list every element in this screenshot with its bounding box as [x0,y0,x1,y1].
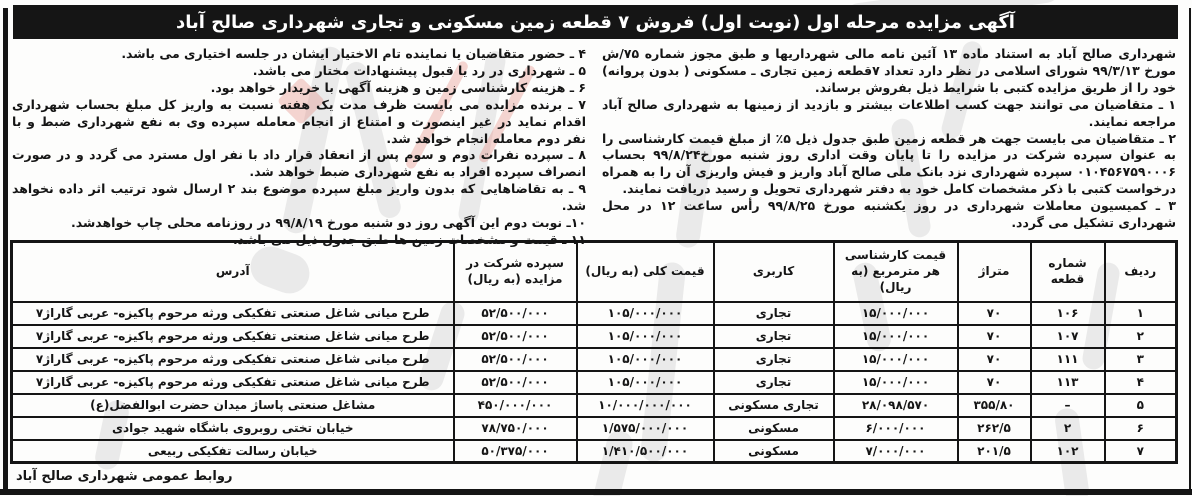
cell-appraised-price: ۶/۰۰۰/۰۰۰ [834,417,958,440]
term-item-2: ۲ ـ متقاضیان می بایست جهت هر قطعه زمین طبق جدول ذیل ۵٪ از مبلغ قیمت کارشناسی را به عنوان سپرده شرکت در مزایده را تا پایان وقت اداری روز شنبه مورخ۹۹/۸/۲۴ بحساب ۰۱۰۴۵۶۷۵۹۰۰۰۶ سپرده شهرداری نزد بانک ملی صالح آباد واریز و فیش واریزی آن را به همراه درخواست کتبی با ذکر مشخصات کامل خود به دفتر شهرداری تحویل و رسید دریافت نمایند. [602,130,1177,197]
notice-intro: شهرداری صالح آباد به استناد ماده ۱۳ آئین نامه مالی شهرداریها و طبق مجوز شماره ۷۵/ش مورخ ۹۹/۳/۱۳ شورای اسلامی در نظر دارد تعداد ۷قطعه زمین تجاری ـ مسکونی ( بدون پروانه) خود را از طریق مزایده کتبی با شرایط ذیل بفروش برساند. [602,46,1176,95]
cell-deposit: ۵۲/۵۰۰/۰۰۰ [454,348,577,371]
cell-plot-number: – [1031,394,1105,417]
cell-deposit: ۷۸/۷۵۰/۰۰۰ [454,417,577,440]
cell-appraised-price: ۱۵/۰۰۰/۰۰۰ [834,371,958,394]
cell-appraised-price: ۷/۰۰۰/۰۰۰ [834,440,958,463]
cell-address: طرح میانی شاغل صنعتی تفکیکی ورثه مرحوم پاکیزه- عربی گاراژ۷ [12,325,454,348]
cell-address: خیابان رسالت تفکیکی ربیعی [12,440,454,463]
cell-address: مشاغل صنعتی پاساژ میدان حضرت ابوالفضل(ع) [12,394,454,417]
col-header-area: متراژ [958,242,1031,302]
cell-row-number: ۷ [1105,440,1177,463]
ad-title-bar [13,5,1178,39]
cell-appraised-price: ۱۵/۰۰۰/۰۰۰ [834,302,958,325]
cell-usage: مسکونی [714,417,834,440]
cell-usage: تجاری [714,325,834,348]
cell-deposit: ۵۲/۵۰۰/۰۰۰ [454,302,577,325]
public-relations-signature: روابط عمومی شهرداری صالح آباد [16,469,233,484]
cell-plot-number: ۱۱۱ [1031,348,1105,371]
cell-usage: تجاری مسکونی [714,394,834,417]
terms-list-right [602,97,1176,232]
term-item-7: ۷ ـ برنده مزایده می بایست ظرف مدت یک هفته نسبت به واریز کل مبلغ بحساب شهرداری اقدام نماید در غیر اینصورت و امتناع از انجام معامله سپرده وی به نفع شهرداری ضبط و با نفر دوم معامله انجام خواهد شد. [12,96,586,146]
col-header-row-number: ردیف [1105,242,1177,302]
table-row [12,302,1177,325]
cell-usage: تجاری [714,348,834,371]
term-item-3: ۳ ـ کمیسیون معاملات شهرداری در روز یکشنبه مورخ ۹۹/۸/۲۵ رأس ساعت ۱۲ در محل شهرداری تشکیل می گردد. [602,198,1176,231]
cell-total-price: ۱/۵۷۵/۰۰۰/۰۰۰ [577,417,714,440]
cell-plot-number: ۱۱۳ [1031,371,1105,394]
cell-deposit: ۵۰/۳۷۵/۰۰۰ [454,440,577,463]
cell-row-number: ۶ [1105,417,1177,440]
cell-appraised-price: ۱۵/۰۰۰/۰۰۰ [834,348,958,371]
cell-row-number: ۳ [1105,348,1177,371]
notice-column-right [602,46,1176,238]
cell-address: طرح میانی شاغل صنعتی تفکیکی ورثه مرحوم پاکیزه- عربی گاراژ۷ [12,348,454,371]
cell-plot-number: ۲ [1031,417,1105,440]
table-row [12,325,1177,348]
col-header-deposit: سپرده شرکت در مزایده (به ریال) [454,242,577,302]
cell-plot-number: ۱۰۶ [1031,302,1105,325]
table-row [12,371,1177,394]
cell-deposit: ۴۵۰/۰۰۰/۰۰۰ [454,394,577,417]
cell-area: ۷۰ [958,348,1031,371]
term-item-8: ۸ ـ سپرده نفرات دوم و سوم پس از انعقاد قرار داد با نفر اول مسترد می گردد و در صورت انصراف سپرده افراد به نفع شهرداری ضبط خواهد شد. [12,147,586,180]
term-item-10: ۱۰ـ نوبت دوم این آگهی روز دو شنبه مورخ ۹۹/۸/۱۹ در روزنامه محلی چاپ خواهدشد. [71,215,586,231]
col-header-address: آدرس [12,242,454,302]
cell-row-number: ۴ [1105,371,1177,394]
cell-deposit: ۵۲/۵۰۰/۰۰۰ [454,325,577,348]
cell-plot-number: ۱۰۲ [1031,440,1105,463]
term-item-6: ۶ ـ هزینه کارشناسی زمین و هزینه آگهی با خریدار خواهد بود. [210,79,586,95]
cell-area: ۷۰ [958,325,1031,348]
term-item-9: ۹ ـ به تقاضاهایی که بدون واریز مبلغ سپرده موضوع بند ۲ ارسال شود ترتیب اثر داده نخواهد شد. [12,181,586,214]
cell-total-price: ۱/۴۱۰/۵۰۰/۰۰۰ [577,440,714,463]
cell-area: ۷۰ [958,371,1031,394]
cell-total-price: ۱۰۵/۰۰۰/۰۰۰ [577,371,714,394]
cell-row-number: ۵ [1105,394,1177,417]
cell-total-price: ۱۰۵/۰۰۰/۰۰۰ [577,325,714,348]
col-header-total-price: قیمت کلی (به ریال) [577,242,714,302]
term-item-11: ۱۱ ـ قیمت و مشخصات زمین ها طبق جدول ذیل می باشد. [232,231,586,247]
cell-area: ۲۰۱/۵ [958,440,1031,463]
notice-body [12,46,1177,247]
cell-address: خیابان تختی روبروی باشگاه شهید جوادی [12,417,454,440]
cell-deposit: ۵۲/۵۰۰/۰۰۰ [454,371,577,394]
term-item-5: ۵ ـ شهرداری در رد یا قبول پیشنهادات مختار می باشد. [252,62,586,78]
notice-column-left [12,46,586,247]
cell-total-price: ۱۰/۰۰۰/۰۰۰/۰۰۰ [577,394,714,417]
cell-usage: تجاری [714,302,834,325]
table-row [12,417,1177,440]
ad-title: آگهی مزایده مرحله اول (نوبت اول) فروش ۷ قطعه زمین مسکونی و تجاری شهرداری صالح آباد [176,11,1015,33]
cell-area: ۲۶۲/۵ [958,417,1031,440]
cell-area: ۷۰ [958,302,1031,325]
table-row [12,394,1177,417]
term-item-1: ۱ ـ متقاضیان می توانند جهت کسب اطلاعات بیشتر و بازدید از زمینها به شهرداری صالح آباد مراجعه نمایند. [602,96,1176,129]
cell-row-number: ۲ [1105,325,1177,348]
term-item-4: ۴ ـ حضور متقاضیان یا نماینده تام الاختیار ایشان در جلسه اختیاری می باشد. [121,46,586,61]
cell-usage: تجاری [714,371,834,394]
cell-plot-number: ۱۰۷ [1031,325,1105,348]
cell-address: طرح میانی شاغل صنعتی تفکیکی ورثه مرحوم پاکیزه- عربی گاراژ۷ [12,371,454,394]
col-header-usage: کاربری [714,242,834,302]
plots-table [10,240,1178,464]
cell-total-price: ۱۰۵/۰۰۰/۰۰۰ [577,348,714,371]
terms-list-left [12,46,586,249]
ad-frame-left-border [3,8,8,490]
table-header-row [12,242,1177,302]
cell-total-price: ۱۰۵/۰۰۰/۰۰۰ [577,302,714,325]
cell-appraised-price: ۱۵/۰۰۰/۰۰۰ [834,325,958,348]
cell-row-number: ۱ [1105,302,1177,325]
cell-area: ۳۵۵/۸۰ [958,394,1031,417]
col-header-plot-number: شماره قطعه [1031,242,1105,302]
table-row [12,348,1177,371]
col-header-appraised-price: قیمت کارشناسی هر مترمربع (به ریال) [834,242,958,302]
ad-frame-bottom-border [0,489,1192,495]
cell-usage: مسکونی [714,440,834,463]
ad-frame-right-border [1189,8,1191,490]
table-row [12,440,1177,463]
cell-appraised-price: ۲۸/۰۹۸/۵۷۰ [834,394,958,417]
cell-address: طرح میانی شاغل صنعتی تفکیکی ورثه مرحوم پاکیزه- عربی گاراژ۷ [12,302,454,325]
